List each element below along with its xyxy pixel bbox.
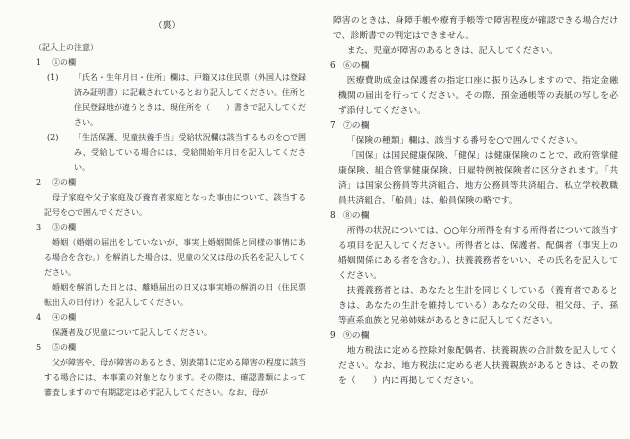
item-5-paragraph-2: また、児童が障害のあるときは、記入してください。: [346, 46, 558, 56]
item-2-paragraph: 母子家庭や父子家庭及び養育者家庭となった事由について、該当する記号を○で囲んでください。: [44, 193, 306, 217]
item-3-heading: [36, 220, 306, 235]
item-1-sub-2: [47, 130, 306, 175]
item-9-title: ⑨の欄: [343, 331, 370, 341]
item-8-paragraph-2: 扶養義務者とは、あなたと生計を同じくしている（養育者であるときは、あなたの生計を維持している）あなたの父母、祖父母、子、孫等直系血族と兄弟姉妹があるときに記入してください。: [338, 286, 618, 326]
item-2-number: 2: [36, 178, 42, 187]
item-3-number: 3: [36, 223, 42, 232]
item-9-heading: [330, 329, 618, 344]
item-9-number: 9: [330, 331, 336, 341]
item-3-paragraph-1: 婚姻（婚姻の届出をしていないが、事実上婚姻関係と同様の事情にある場合を含む。）を解消した場合は、児童の父又は母の氏名を記入してください。: [44, 238, 306, 277]
item-7-heading: [330, 119, 618, 134]
item-5-title: ⑤の欄: [52, 343, 76, 352]
item-6-paragraph: 医療費助成金は保護者の指定口座に振り込みしますので、指定金融機関の届出を行ってください。その際、預金通帳等の表紙の写しを必ず添付してください。: [338, 76, 618, 116]
item-8-title: ⑧の欄: [343, 211, 370, 221]
item-8-number: 8: [330, 211, 336, 221]
right-column: [330, 12, 618, 400]
item-1-number: 1: [36, 58, 42, 67]
left-column: [28, 12, 306, 400]
item-6-heading: [330, 59, 618, 74]
item-6-number: 6: [330, 61, 336, 71]
sub-2-text: 「生活保護、児童扶養手当」受給状況欄は該当するものを○で囲み、受給している場合には、受給開始年月日を記入してください。: [74, 133, 306, 172]
item-5-paragraph: 父が障害や、母が障害のあるとき、別表第1に定める障害の程度に該当する場合には、本事業の対象となります。その際は、確認書類によって審査しますので有期認定は必ず記入してください。なお、母が: [44, 358, 306, 397]
item-7-number: 7: [330, 121, 336, 131]
item-1-heading: [36, 55, 306, 70]
item-3-paragraph-2: 婚姻を解消した日とは、離婚届出の日又は事実婚の解消の日（住民票転出入の日付け）を記入してください。: [44, 283, 306, 307]
item-4-paragraph: 保護者及び児童について記入してください。: [52, 328, 212, 337]
item-2-title: ②の欄: [52, 178, 76, 187]
item-4-number: 4: [36, 313, 42, 322]
item-5-continuation: 障害のときは、身障手帳や療育手帳等で障害程度が確認できる場合だけで、診断書での判定はできません。: [333, 16, 618, 41]
item-8-heading: [330, 209, 618, 224]
sub-1-marker: (1): [47, 73, 59, 82]
item-1-sub-1: [47, 70, 306, 130]
item-7-paragraph-2: 「国保」は国民健康保険、「健保」は健康保険のことで、政府管掌健康保険、組合管掌健康保険、日雇特例被保険者に区分されます。「共済」は国家公務員等共済組合、地方公務員等共済組合、私立学校教職員共済組合、「船員」は、船員保険の略です。: [338, 151, 618, 206]
item-9-paragraph: 地方税法に定める控除対象配偶者、扶養親族の合計数を記入してください。なお、地方税法に定める老人扶養親族があるときは、その数を（ ）内に再掲してください。: [338, 346, 618, 386]
sub-2-marker: (2): [47, 133, 59, 142]
item-3-title: ③の欄: [52, 223, 76, 232]
doc-side-label: （裏）: [153, 21, 181, 31]
item-4-heading: [36, 310, 306, 325]
item-1-title: ①の欄: [52, 58, 76, 67]
item-5-number: 5: [36, 343, 42, 352]
item-8-paragraph-1: 所得の状況については、○○年分所得を有する所得者について該当する項目を記入してください。所得者とは、保護者、配偶者（事実上の婚姻関係にある者を含む。）、扶養義務者をいい、その氏名を記入してください。: [338, 226, 618, 281]
item-7-title: ⑦の欄: [343, 121, 370, 131]
item-5-heading: [36, 340, 306, 355]
item-6-title: ⑥の欄: [343, 61, 370, 71]
sub-1-text: 「氏名・生年月日・住所」欄は、戸籍又は住民票（外国人は登録済み証明書）に記載されているとおり記入してください。住所と住民登録地が違うときは、現住所を（ ）書きで記入してください。: [74, 73, 306, 127]
item-7-paragraph-1: 「保険の種類」欄は、該当する番号を○で囲んでください。: [346, 136, 584, 146]
item-2-heading: [36, 175, 306, 190]
notes-heading: （記入上の注意）: [34, 43, 98, 52]
item-4-title: ④の欄: [52, 313, 76, 322]
